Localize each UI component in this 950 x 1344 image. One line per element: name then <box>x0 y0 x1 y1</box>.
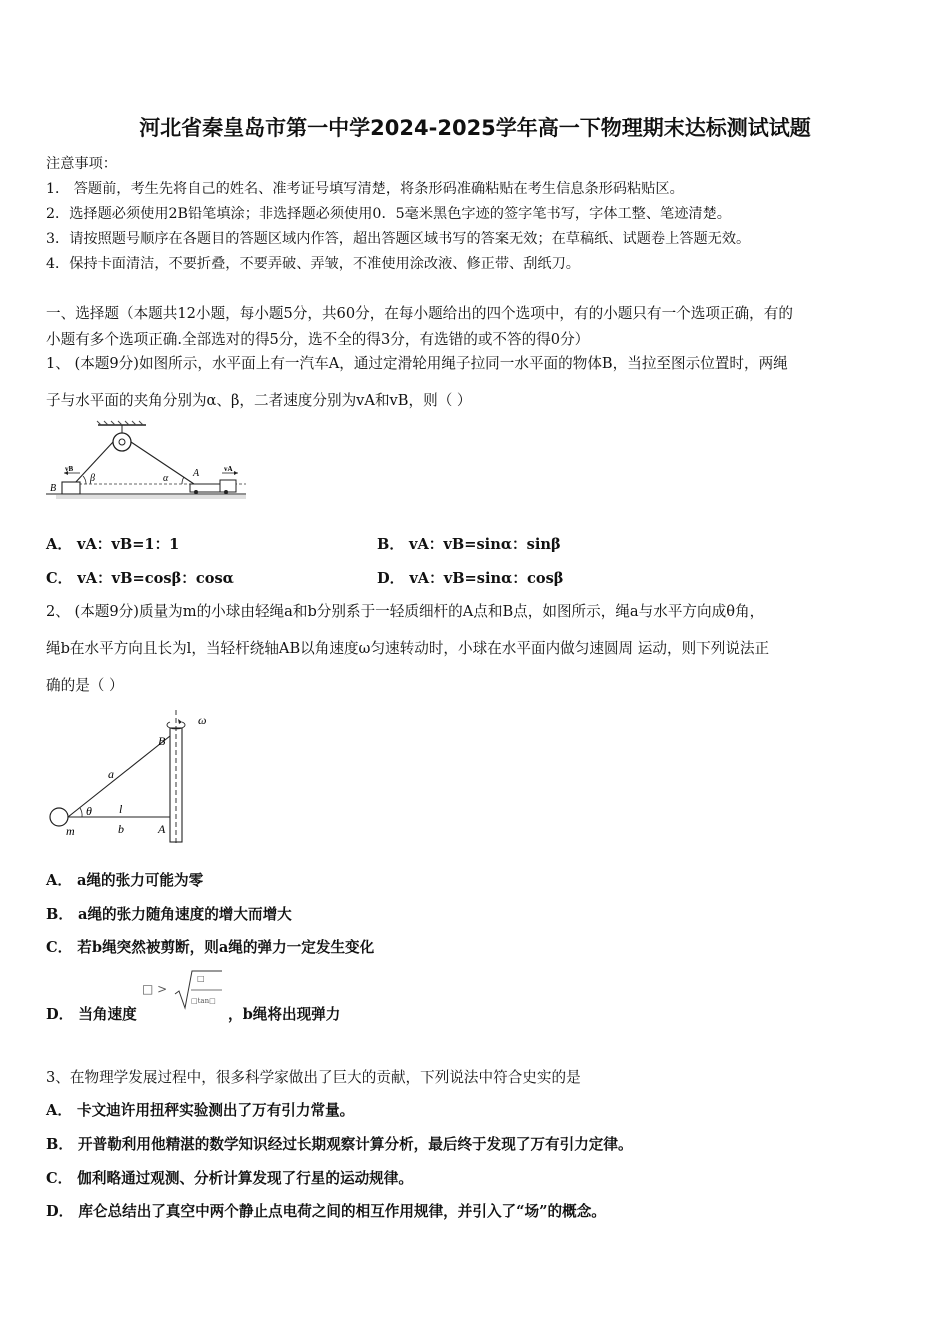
fig-label-b: b <box>118 822 124 836</box>
q3-option-a[interactable]: A． 卡文迪许用扭秤实验测出了万有引力常量。 <box>46 1102 355 1119</box>
q1-option-a[interactable]: A． vA：vB=1：1 <box>46 536 180 553</box>
fig-label-omega: ω <box>198 713 207 727</box>
fig-label-l: l <box>119 802 123 816</box>
fig-label-theta: θ <box>86 804 92 818</box>
notice-item: 4．保持卡面清洁，不要折叠，不要弄破、弄皱，不准使用涂改液、修正带、刮纸刀。 <box>46 256 580 272</box>
q3-option-d[interactable]: D． 库仑总结出了真空中两个静止点电荷之间的相互作用规律，并引入了“场”的概念。 <box>46 1203 606 1220</box>
q2-option-b[interactable]: B． a绳的张力随角速度的增大而增大 <box>46 906 292 923</box>
q1-option-b[interactable]: B． vA：vB=sinα：sinβ <box>377 536 561 553</box>
q1-stem: 1、 (本题9分)如图所示，水平面上有一汽车A，通过定滑轮用绳子拉同一水平面的物体B，当拉至图示位置时，两绳 <box>46 355 788 372</box>
q2-stem: 2、 (本题9分)质量为m的小球由轻绳a和b分别系于一轻质细杆的A点和B点，如图所示，绳a与水平方向成θ角， <box>46 603 765 620</box>
q3-option-c[interactable]: C． 伽利略通过观测、分析计算发现了行星的运动规律。 <box>46 1170 413 1187</box>
fig-label-m: m <box>66 824 75 838</box>
q1-pulley-figure <box>46 420 251 504</box>
notice-item: 3．请按照题号顺序在各题目的答题区域内作答，超出答题区域书写的答案无效；在草稿纸、试题卷上答题无效。 <box>46 231 751 247</box>
q3-stem: 3、在物理学发展过程中，很多科学家做出了巨大的贡献，下列说法中符合史实的是 <box>46 1069 581 1086</box>
fig-label-B: B <box>158 734 166 748</box>
fig-label-vB: vB <box>65 465 74 473</box>
q2-option-d-formula-num: □ <box>197 974 205 983</box>
q2-rod-figure <box>46 704 226 846</box>
q2-stem-cont: 绳b在水平方向且长为l，当轻杆绕轴AB以角速度ω匀速转动时，小球在水平面内做匀速圆周 运动，则下列说法正 <box>46 640 770 657</box>
q2-option-d-formula-den: □tan□ <box>191 997 216 1005</box>
q3-option-b[interactable]: B． 开普勒利用他精湛的数学知识经过长期观察计算分析，最后终于发现了万有引力定律。 <box>46 1136 633 1153</box>
notice-heading: 注意事项： <box>46 156 117 172</box>
q2-option-d-formula-left: □ > <box>142 982 168 996</box>
q1-option-c[interactable]: C． vA：vB=cosβ：cosα <box>46 570 234 587</box>
fig-label-B: B <box>50 483 57 494</box>
page-title: 河北省秦皇岛市第一中学2024-2025学年高一下物理期末达标测试试题 <box>139 116 811 140</box>
fig-label-A: A <box>158 822 166 836</box>
q2-option-d-prefix[interactable]: D． 当角速度 <box>46 1006 137 1023</box>
notice-item: 2．选择题必须使用2B铅笔填涂；非选择题必须使用0．5毫米黑色字迹的签字笔书写，字体工整、笔迹清楚。 <box>46 206 731 222</box>
fig-label-a: a <box>108 767 114 781</box>
fig-label-alpha: α <box>163 473 169 484</box>
q2-option-d-suffix[interactable]: ，b绳将出现弹力 <box>228 1006 341 1023</box>
q2-stem-cont2: 确的是（ ） <box>46 677 124 694</box>
q1-stem-cont: 子与水平面的夹角分别为α、β，二者速度分别为vA和vB，则（ ） <box>46 392 472 409</box>
fig-label-beta: β <box>90 473 95 484</box>
fig-label-vA: vA <box>224 465 233 473</box>
q1-option-d[interactable]: D． vA：vB=sinα：cosβ <box>377 570 564 587</box>
section-heading: 一、选择题（本题共12小题，每小题5分，共60分，在每小题给出的四个选项中，有的小题只有一个选项正确，有的 <box>46 305 793 322</box>
q2-option-c[interactable]: C． 若b绳突然被剪断，则a绳的弹力一定发生变化 <box>46 939 375 956</box>
notice-item: 1． 答题前，考生先将自己的姓名、准考证号填写清楚，将条形码准确粘贴在考生信息条形码粘贴区。 <box>46 181 684 197</box>
fig-label-A: A <box>193 468 200 479</box>
q2-option-a[interactable]: A． a绳的张力可能为零 <box>46 872 204 889</box>
section-heading-cont: 小题有多个选项正确.全部选对的得5分，选不全的得3分，有选错的或不答的得0分） <box>46 331 590 348</box>
